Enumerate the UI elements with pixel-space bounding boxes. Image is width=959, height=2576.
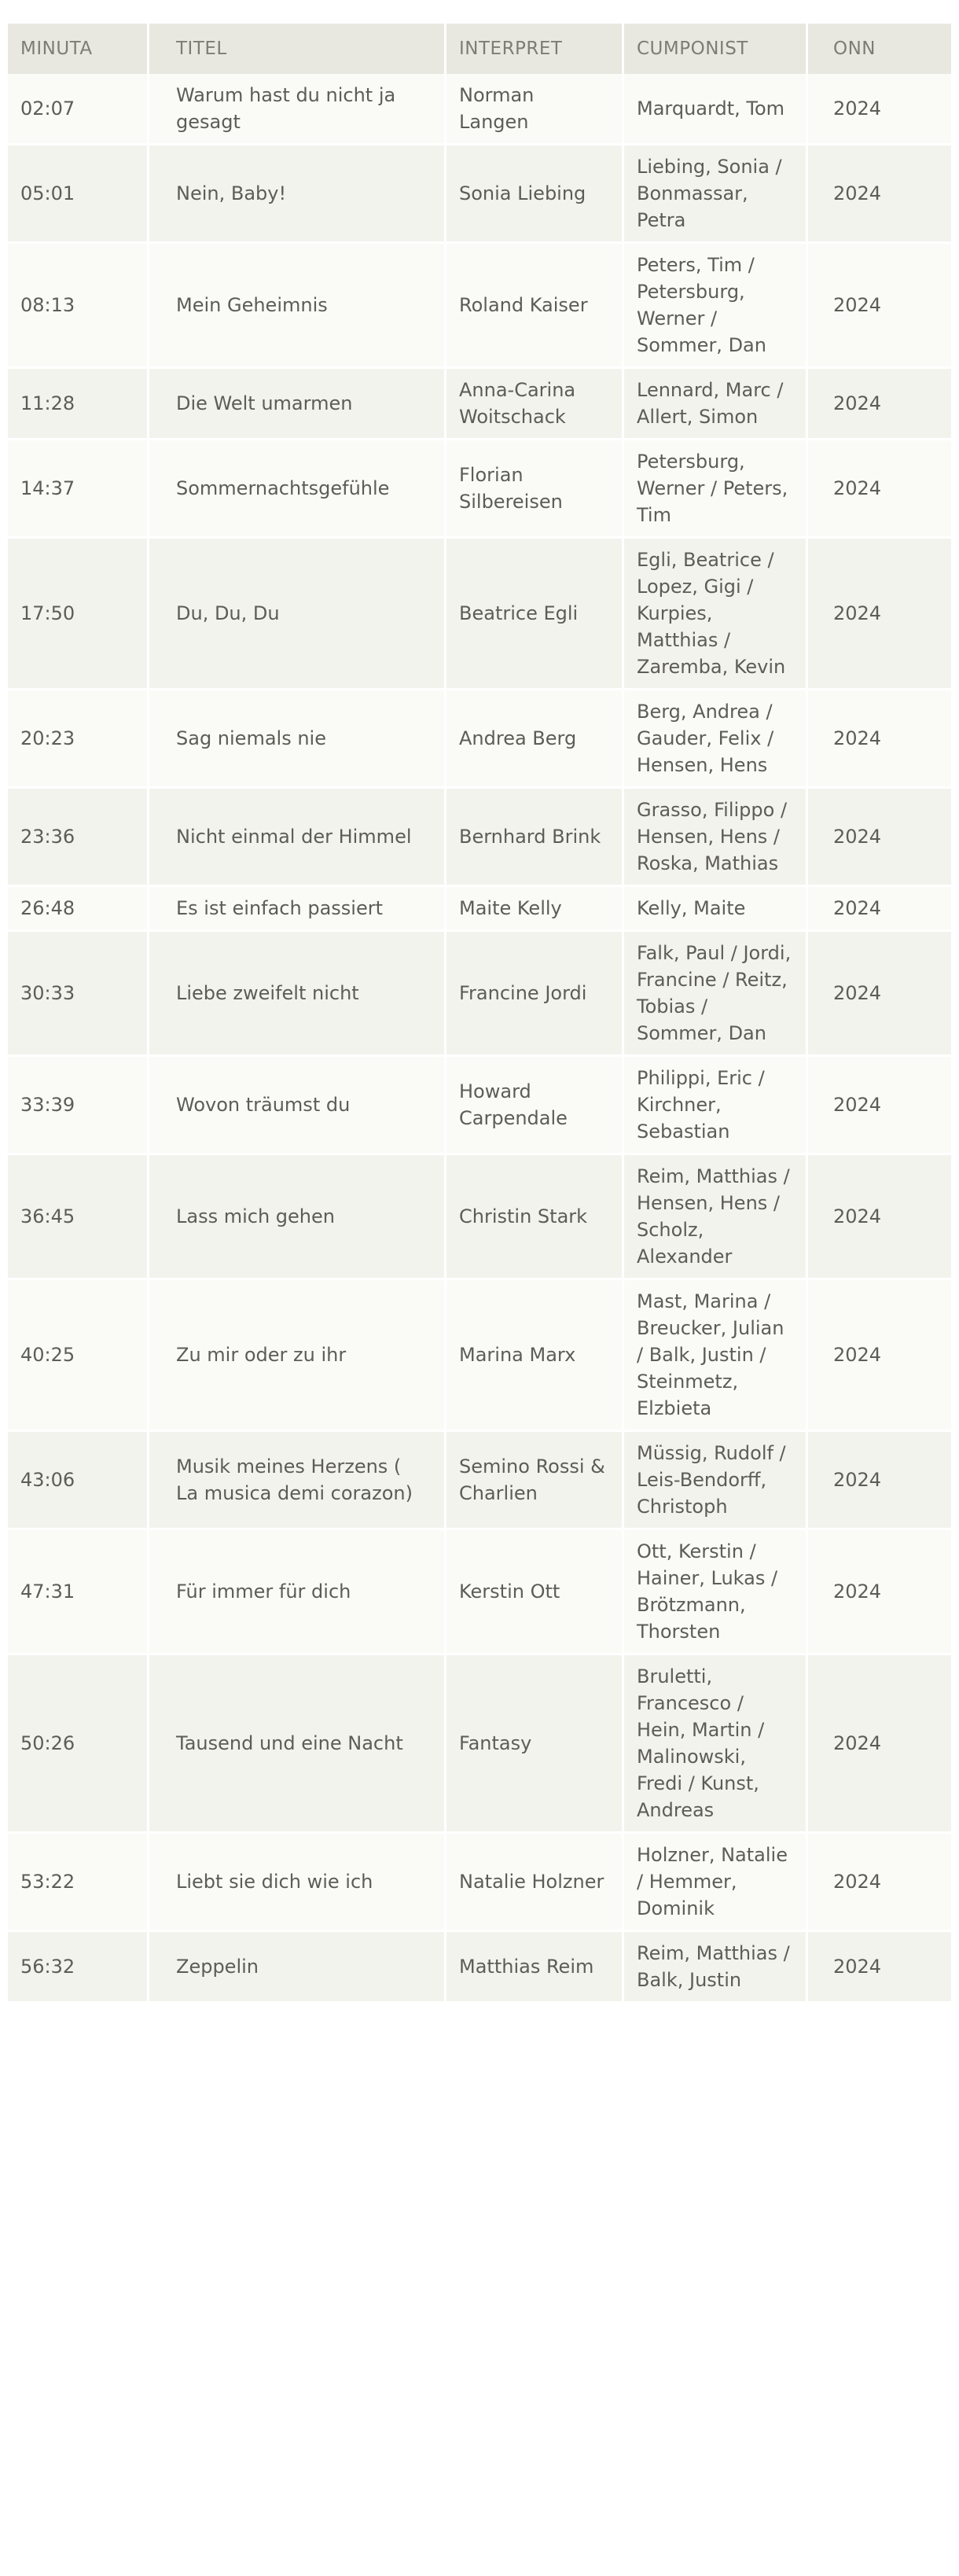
table-row [8, 1834, 951, 1932]
cell-year: 2024 [808, 690, 951, 789]
cell-year: 2024 [808, 789, 951, 887]
cell-year: 2024 [808, 1530, 951, 1655]
cell-time: 53:22 [8, 1834, 149, 1932]
cell-title: Für immer für dich [149, 1530, 446, 1655]
table-row [8, 1530, 951, 1655]
cell-year: 2024 [808, 539, 951, 690]
table-row [8, 1432, 951, 1530]
cell-artist: Christin Stark [446, 1155, 624, 1280]
playlist-table-container [8, 24, 951, 2004]
cell-artist: Francine Jordi [446, 932, 624, 1057]
cell-time: 08:13 [8, 244, 149, 369]
cell-year: 2024 [808, 1057, 951, 1155]
cell-time: 36:45 [8, 1155, 149, 1280]
cell-year: 2024 [808, 369, 951, 440]
cell-time: 56:32 [8, 1932, 149, 2004]
cell-title: Warum hast du nicht ja gesagt [149, 74, 446, 145]
cell-composer: Holzner, Natalie / Hemmer, Dominik [624, 1834, 808, 1932]
table-row [8, 539, 951, 690]
cell-composer: Peters, Tim / Petersburg, Werner / Sommer, Dan [624, 244, 808, 369]
cell-time: 20:23 [8, 690, 149, 789]
cell-composer: Mast, Marina / Breucker, Julian / Balk, Justin / Steinmetz, Elzbieta [624, 1280, 808, 1432]
table-row [8, 887, 951, 932]
header-onn: ONN [808, 24, 951, 74]
cell-time: 14:37 [8, 440, 149, 539]
header-titel: TITEL [149, 24, 446, 74]
cell-time: 50:26 [8, 1655, 149, 1834]
cell-time: 30:33 [8, 932, 149, 1057]
cell-composer: Ott, Kerstin / Hainer, Lukas / Brötzmann, Thorsten [624, 1530, 808, 1655]
table-header [8, 24, 951, 74]
cell-artist: Beatrice Egli [446, 539, 624, 690]
cell-year: 2024 [808, 440, 951, 539]
cell-title: Zeppelin [149, 1932, 446, 2004]
cell-year: 2024 [808, 932, 951, 1057]
cell-composer: Philippi, Eric / Kirchner, Sebastian [624, 1057, 808, 1155]
cell-composer: Lennard, Marc / Allert, Simon [624, 369, 808, 440]
cell-artist: Kerstin Ott [446, 1530, 624, 1655]
cell-composer: Reim, Matthias / Balk, Justin [624, 1932, 808, 2004]
cell-composer: Petersburg, Werner / Peters, Tim [624, 440, 808, 539]
cell-artist: Norman Langen [446, 74, 624, 145]
cell-year: 2024 [808, 1432, 951, 1530]
table-row [8, 244, 951, 369]
cell-title: Sommernachtsgefühle [149, 440, 446, 539]
cell-title: Wovon träumst du [149, 1057, 446, 1155]
cell-composer: Liebing, Sonia / Bonmassar, Petra [624, 145, 808, 244]
cell-title: Liebt sie dich wie ich [149, 1834, 446, 1932]
cell-composer: Grasso, Filippo / Hensen, Hens / Roska, Mathias [624, 789, 808, 887]
cell-artist: Natalie Holzner [446, 1834, 624, 1932]
cell-title: Nicht einmal der Himmel [149, 789, 446, 887]
cell-composer: Berg, Andrea / Gauder, Felix / Hensen, Hens [624, 690, 808, 789]
cell-year: 2024 [808, 145, 951, 244]
table-row [8, 440, 951, 539]
cell-title: Tausend und eine Nacht [149, 1655, 446, 1834]
cell-artist: Maite Kelly [446, 887, 624, 932]
cell-time: 23:36 [8, 789, 149, 887]
cell-artist: Marina Marx [446, 1280, 624, 1432]
table-row [8, 1280, 951, 1432]
cell-time: 17:50 [8, 539, 149, 690]
cell-artist: Roland Kaiser [446, 244, 624, 369]
header-minuta: MINUTA [8, 24, 149, 74]
cell-composer: Marquardt, Tom [624, 74, 808, 145]
cell-time: 33:39 [8, 1057, 149, 1155]
table-body [8, 74, 951, 2004]
cell-year: 2024 [808, 244, 951, 369]
cell-composer: Falk, Paul / Jordi, Francine / Reitz, Tobias / Sommer, Dan [624, 932, 808, 1057]
header-cumponist: CUMPONIST [624, 24, 808, 74]
table-row [8, 690, 951, 789]
cell-artist: Matthias Reim [446, 1932, 624, 2004]
cell-time: 47:31 [8, 1530, 149, 1655]
cell-composer: Reim, Matthias / Hensen, Hens / Scholz, Alexander [624, 1155, 808, 1280]
header-interpret: INTERPRET [446, 24, 624, 74]
cell-year: 2024 [808, 74, 951, 145]
cell-time: 05:01 [8, 145, 149, 244]
table-row [8, 932, 951, 1057]
cell-title: Musik meines Herzens ( La musica demi corazon) [149, 1432, 446, 1530]
cell-year: 2024 [808, 1655, 951, 1834]
table-row [8, 1655, 951, 1834]
cell-artist: Howard Carpendale [446, 1057, 624, 1155]
cell-time: 43:06 [8, 1432, 149, 1530]
cell-time: 02:07 [8, 74, 149, 145]
cell-composer: Bruletti, Francesco / Hein, Martin / Malinowski, Fredi / Kunst, Andreas [624, 1655, 808, 1834]
cell-time: 26:48 [8, 887, 149, 932]
table-row [8, 1155, 951, 1280]
cell-composer: Kelly, Maite [624, 887, 808, 932]
cell-artist: Anna-Carina Woitschack [446, 369, 624, 440]
cell-artist: Sonia Liebing [446, 145, 624, 244]
table-row [8, 369, 951, 440]
cell-title: Es ist einfach passiert [149, 887, 446, 932]
cell-title: Du, Du, Du [149, 539, 446, 690]
cell-year: 2024 [808, 1932, 951, 2004]
header-row [8, 24, 951, 74]
table-row [8, 789, 951, 887]
cell-title: Sag niemals nie [149, 690, 446, 789]
cell-title: Zu mir oder zu ihr [149, 1280, 446, 1432]
cell-title: Lass mich gehen [149, 1155, 446, 1280]
cell-title: Die Welt umarmen [149, 369, 446, 440]
cell-artist: Semino Rossi & Charlien [446, 1432, 624, 1530]
cell-artist: Florian Silbereisen [446, 440, 624, 539]
table-row [8, 1057, 951, 1155]
cell-title: Nein, Baby! [149, 145, 446, 244]
cell-year: 2024 [808, 1155, 951, 1280]
cell-artist: Bernhard Brink [446, 789, 624, 887]
cell-year: 2024 [808, 887, 951, 932]
cell-time: 40:25 [8, 1280, 149, 1432]
cell-composer: Egli, Beatrice / Lopez, Gigi / Kurpies, Matthias / Zaremba, Kevin [624, 539, 808, 690]
table-row [8, 74, 951, 145]
cell-composer: Müssig, Rudolf / Leis-Bendorff, Christoph [624, 1432, 808, 1530]
cell-artist: Fantasy [446, 1655, 624, 1834]
cell-year: 2024 [808, 1280, 951, 1432]
cell-title: Mein Geheimnis [149, 244, 446, 369]
cell-time: 11:28 [8, 369, 149, 440]
cell-year: 2024 [808, 1834, 951, 1932]
table-row [8, 145, 951, 244]
playlist-table [8, 24, 951, 2004]
cell-artist: Andrea Berg [446, 690, 624, 789]
cell-title: Liebe zweifelt nicht [149, 932, 446, 1057]
table-row [8, 1932, 951, 2004]
